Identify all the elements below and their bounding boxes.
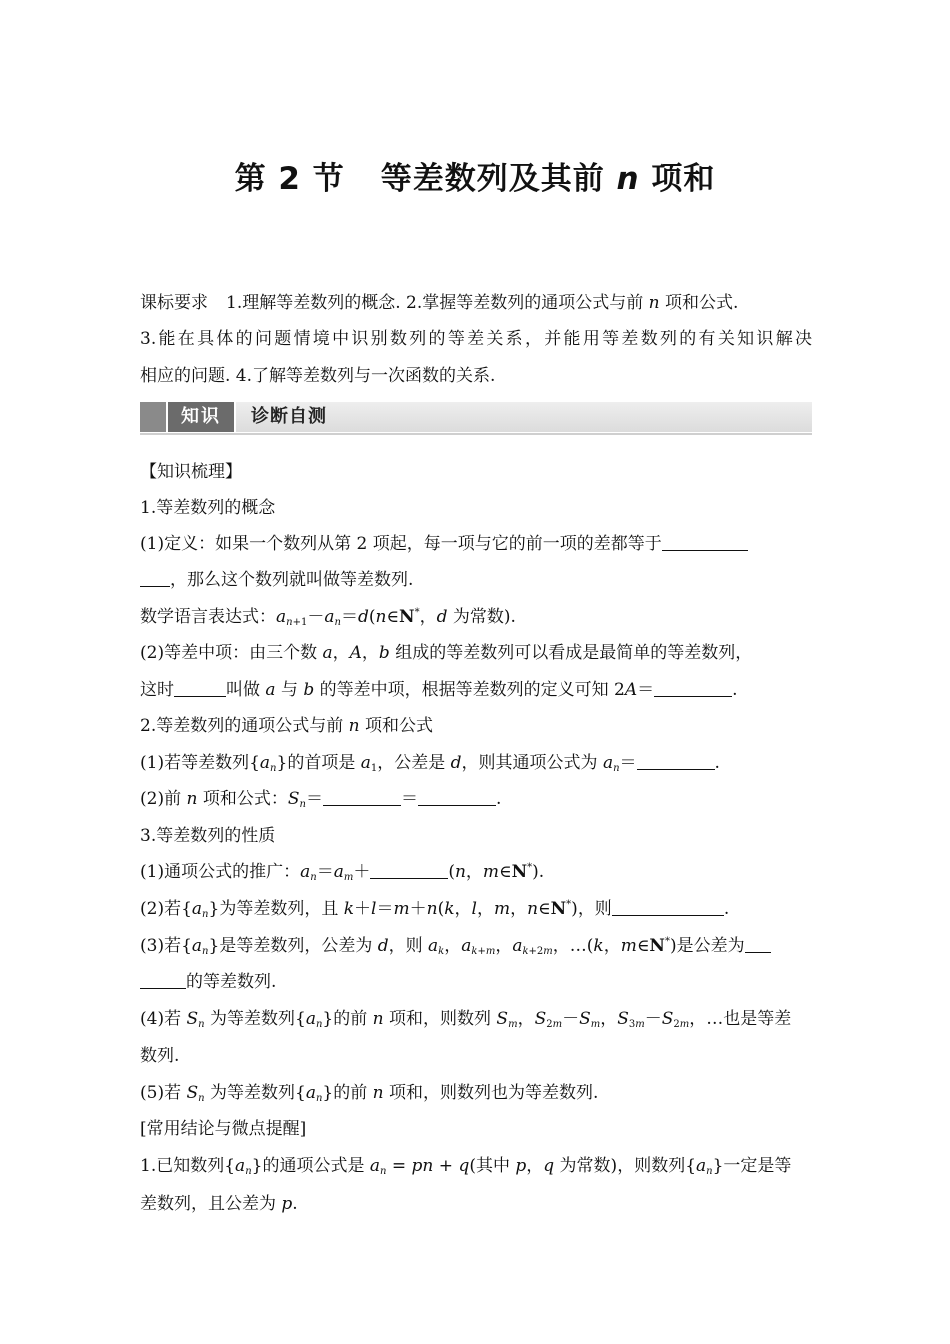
answer-blank xyxy=(370,860,448,879)
s1-definition: (1)定义：如果一个数列从第 2 项起，每一项与它的前一项的差都等于 xyxy=(140,530,812,558)
page-title: 第 2 节 等差数列及其前 n 项和 xyxy=(234,161,716,197)
s3-item-3: (3)若$\{a_n\}$是等差数列，公差为 d，则 $a_k$，$a_{k+m}$，$a_{k+2m}$，…(k，m∈N*)是公差为 xyxy=(140,932,812,960)
section-number: 第 2 节 xyxy=(234,161,345,197)
answer-blank xyxy=(637,751,715,770)
requirements-line-3: 相应的问题. 4.了解等差数列与一次函数的关系. xyxy=(140,366,496,386)
banner-tag: 知识 xyxy=(181,406,221,427)
s3-title: 3.等差数列的性质 xyxy=(140,826,276,846)
requirements-line-2: 3.能在具体的问题情境中识别数列的等差关系，并能用等差数列的有关知识解决 xyxy=(140,329,812,349)
common-conclusions-header: [常用结论与微点提醒] xyxy=(140,1119,307,1139)
section-banner xyxy=(140,402,812,434)
requirements-label: 课标要求 xyxy=(140,293,208,313)
answer-blank xyxy=(418,787,496,806)
answer-blank xyxy=(323,787,401,806)
s2-item-1: (1)若等差数列$\{a_n\}$的首项是 $a_1$，公差是 d，则其通项公式为 $a_n=$ . xyxy=(140,753,720,774)
answer-blank xyxy=(140,568,170,587)
answer-blank xyxy=(612,897,724,916)
s1-middle-term: (2)等差中项：由三个数 a，A，b 组成的等差数列可以看成是最简单的等差数列， xyxy=(140,643,753,663)
answer-blank xyxy=(745,934,771,953)
answer-blank xyxy=(662,532,748,551)
answer-blank xyxy=(654,678,732,697)
s2-title: 2.等差数列的通项公式与前 n 项和公式 xyxy=(140,716,433,736)
s3-item-3-cont: 的等差数列. xyxy=(140,968,812,996)
knowledge-header: 【知识梳理】 xyxy=(140,462,242,482)
banner-left-bar xyxy=(140,402,166,432)
s3-item-1: (1)通项公式的推广：$a_n=a_m+ (n$，m∈N*). xyxy=(140,862,545,883)
conclusion-1: 1.已知数列$\{a_n\}$的通项公式是 $a_n$ = pn + q(其中 p，q 为常数)，则数列$\{a_n\}$一定是等 xyxy=(140,1156,792,1177)
s3-item-2: (2)若$\{a_n\}$为等差数列，且 k＋l＝m＋n(k，l，m，n∈N*)，则 . xyxy=(140,899,730,920)
answer-blank xyxy=(174,678,226,697)
s2-item-2: (2)前 n 项和公式：$S_n=$ ＝ . xyxy=(140,789,502,810)
requirements-line-1: 课标要求 1.理解等差数列的概念. 2.掌握等差数列的通项公式与前 n 项和公式. xyxy=(140,293,739,313)
conclusion-1-cont: 差数列，且公差为 p. xyxy=(140,1194,298,1214)
s1-middle-term-cont: 这时 叫做 a 与 b 的等差中项，根据等差数列的定义可知 2A＝ . xyxy=(140,680,738,700)
banner-heading: 诊断自测 xyxy=(251,406,327,427)
answer-blank xyxy=(140,970,186,989)
s3-item-5: (5)若 $S_n$ 为等差数列$\{a_n\}$的前 n 项和，则数列也为等差数列. xyxy=(140,1083,599,1104)
s1-expression: 数学语言表达式：$a_{n+1}-a_n=d(n\in N^*$，d 为常数). xyxy=(140,607,516,628)
s3-item-4-cont: 数列. xyxy=(140,1046,180,1066)
s1-title: 1.等差数列的概念 xyxy=(140,498,276,518)
s1-definition-cont: ，那么这个数列就叫做等差数列. xyxy=(140,566,812,594)
s3-item-4: (4)若 $S_n$ 为等差数列$\{a_n\}$的前 n 项和，则数列 $S_m$，$S_{2m}-S_m$，$S_{3m}-S_{2m}$，…也是等差 xyxy=(140,1009,792,1030)
